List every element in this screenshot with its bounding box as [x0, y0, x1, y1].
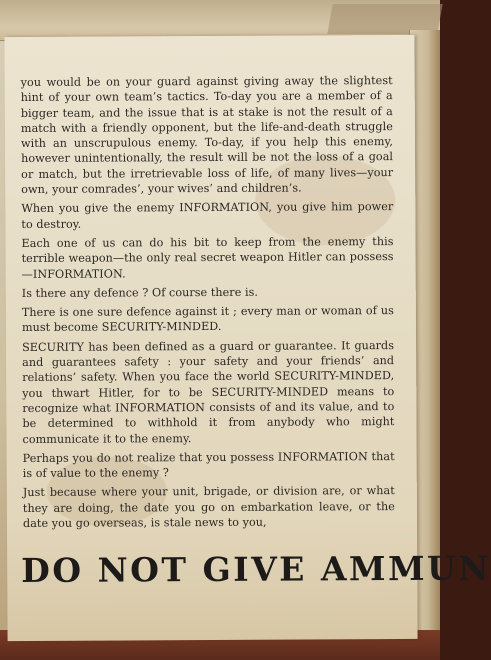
paragraph: Just because where your unit, brigade, or division are, or what they are doing, the date you go on embarkation leave, or the date you go overseas, is stale news to you,: [22, 484, 395, 531]
headline: DO NOT GIVE AMMUN: [21, 548, 491, 590]
body-text: [21, 73, 395, 535]
document-page: [4, 35, 491, 641]
paragraph: Is there any defence ? Of course there is.: [21, 285, 259, 300]
paragraph: There is one sure defence against it ; every man or woman of us must become SECURITY-MINDED.: [21, 304, 394, 335]
paragraph: When you give the enemy INFORMATION, you give him power to destroy.: [21, 200, 394, 231]
paragraph: SECURITY has been defined as a guard or guarantee. It guards and guarantees safety : your safety and your friends’ and relations’ safety. When you face the world SECURITY-MINDED, you thwart Hitler, for to be SECURITY-MINDED means to recognize what INFORMATION consists of and its value, and to be determined to withhold it from anybody who might communicate it to the enemy.: [22, 338, 395, 446]
paragraph: Perhaps you do not realize that you possess INFORMATION that is of value to the enemy ?: [22, 449, 395, 481]
paragraph: Each one of us can do his bit to keep from the enemy this terrible weapon—the only real secret weapon Hitler can possess—INFORMATION.: [21, 235, 394, 281]
paragraph: you would be on your guard against giving away the slightest hint of your own team’s tactics. To-day you are a member of a bigger team, and the issue that is at stake is not the result of a match with a friendly opponent, but the life-and-death struggle with an unscrupulous enemy. To-day, if you help this enemy, however unintentionally, the result will be not the loss of a goal or match, but the irretrievable loss of life, of many lives—your own, your comrades’, your wives’ and children’s.: [20, 74, 394, 197]
